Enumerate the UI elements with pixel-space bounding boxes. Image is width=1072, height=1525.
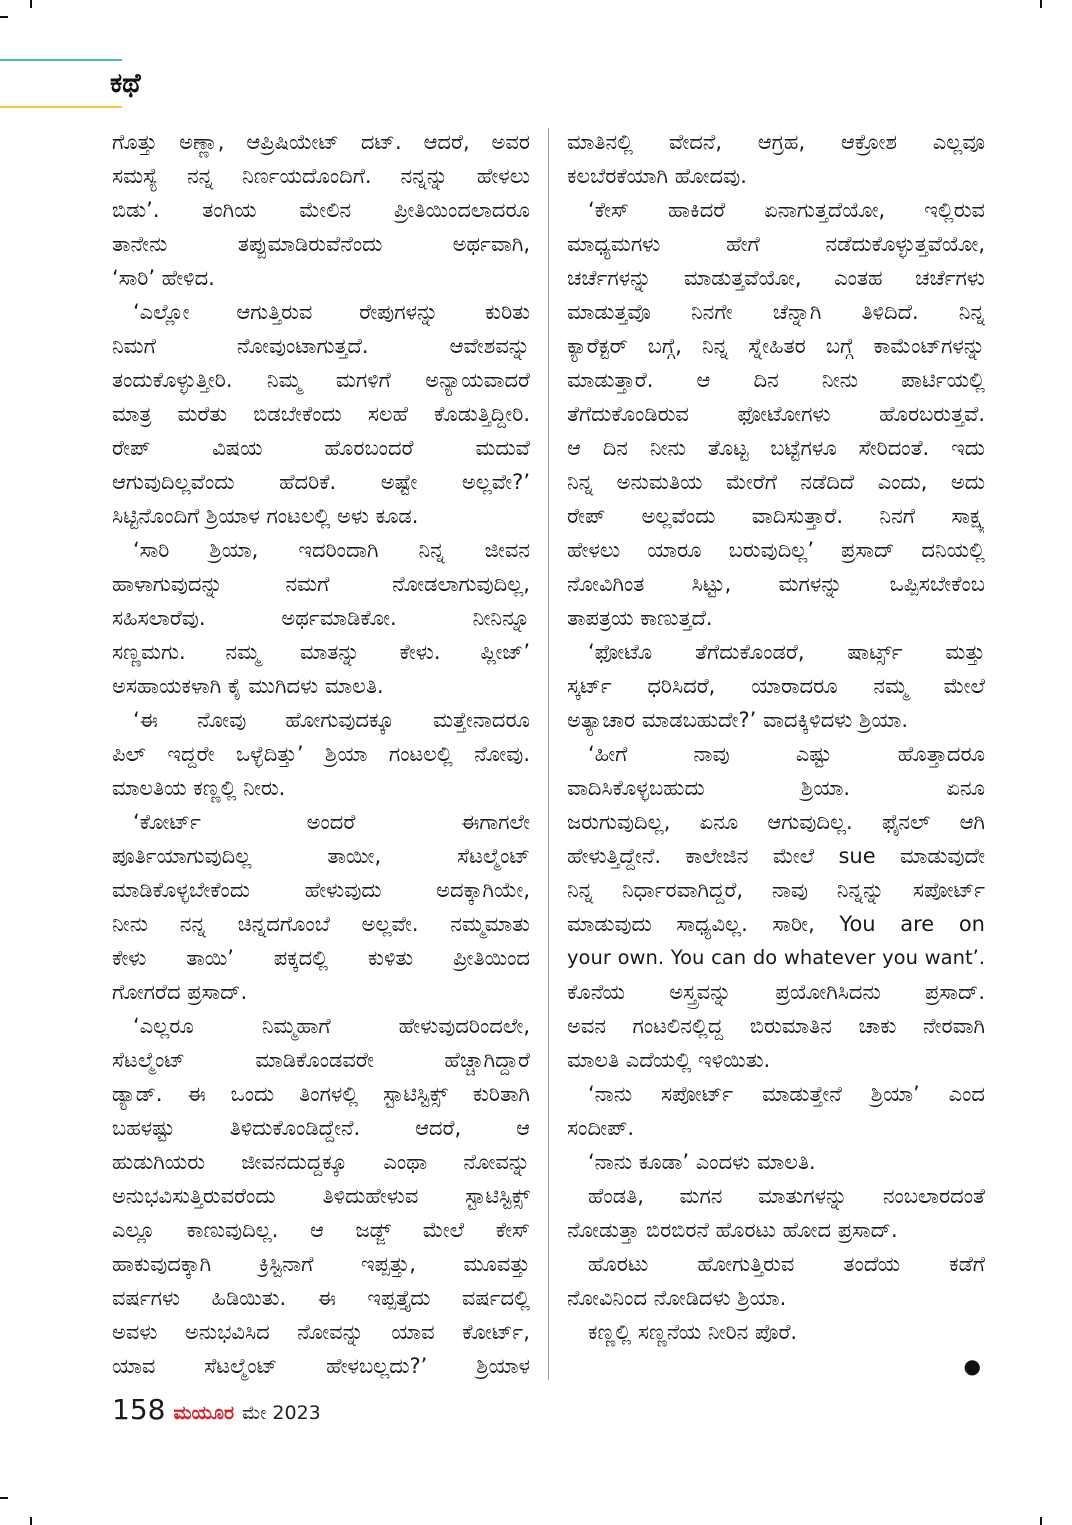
- text-line: ನಿನ್ನ ಅನುಮತಿಯ ಮೇರೆಗೆ ನಡೆದಿದೆ ಎಂದು, ಅದು: [567, 470, 985, 494]
- text-line: ಹೇಳುತ್ತಿದ್ದೇನೆ. ಕಾಲೇಜಿನ ಮೇಲೆ sue ಮಾಡುವುದೇ: [567, 844, 985, 868]
- text-line: ಸಮಸ್ಯೆ ನನ್ನ ನಿರ್ಣಯದೊಂದಿಗೆ. ನನ್ನನ್ನು ಹೇಳಲು: [112, 164, 530, 188]
- text-line: ‘ನಾನು ಕೂಡಾ’ ಎಂದಳು ಮಾಲತಿ.: [588, 1150, 816, 1174]
- text-line: ‘ಕೇಸ್ ಹಾಕಿದರೆ ಏನಾಗುತ್ತದೆಯೋ, ಇಲ್ಲಿರುವ: [588, 198, 985, 222]
- text-line: ನೋವಿಗಿಂತ ಸಿಟ್ಟು, ಮಗಳನ್ನು ಒಪ್ಪಿಸಬೇಕೆಂಬ: [567, 572, 985, 596]
- text-line: ಕಲಬೆರಕೆಯಾಗಿ ಹೋದವು.: [567, 164, 747, 188]
- text-line: ಮಾಡುತ್ತಾರೆ. ಆ ದಿನ ನೀನು ಪಾರ್ಟಿಯಲ್ಲಿ: [567, 368, 985, 392]
- text-line: ಕ್ಯಾರೆಕ್ಟರ್ ಬಗ್ಗೆ, ನಿನ್ನ ಸ್ನೇಹಿತರ ಬಗ್ಗೆ ಕಾಮೆಂಟ್‌ಗಳನ್ನು: [567, 334, 985, 358]
- text-line: ನೀನು ನನ್ನ ಚಿನ್ನದಗೊಂಬೆ ಅಲ್ಲವೇ. ನಮ್ಮಮಾತು: [112, 912, 530, 936]
- text-line: ‘ಹೀಗೆ ನಾವು ಎಷ್ಟು ಹೊತ್ತಾದರೂ: [588, 742, 985, 766]
- crop-mark: [0, 16, 8, 18]
- crop-mark: [30, 0, 32, 8]
- section-rule-top: [0, 59, 122, 61]
- text-line: ಮಾಲತಿ ಎದೆಯಲ್ಲಿ ಇಳಿಯಿತು.: [567, 1048, 771, 1072]
- text-line: ಸೆಟಲ್ಮೆಂಟ್ ಮಾಡಿಕೊಂಡವರೇ ಹೆಚ್ಚಾಗಿದ್ದಾರೆ: [112, 1048, 530, 1072]
- paragraph: [567, 1145, 985, 1179]
- text-line: ಅನುಭವಿಸುತ್ತಿರುವರೆಂದು ತಿಳಿದುಹೇಳುವ ಸ್ಟಾಟಿಸ್ಟಿಕ್ಸ್: [112, 1184, 530, 1208]
- paragraph: [567, 737, 985, 1077]
- crop-mark: [30, 1517, 32, 1525]
- text-line: ಮಾಡಿಕೊಳ್ಳಬೇಕೆಂದು ಹೇಳುವುದು ಅದಕ್ಕಾಗಿಯೇ,: [112, 878, 530, 902]
- text-line: ಸಹಿಸಲಾರೆವು. ಅರ್ಥಮಾಡಿಕೋ. ನೀನಿನ್ನೂ: [112, 606, 530, 630]
- section-title: ಕಥೆ: [110, 68, 141, 99]
- paragraph: [567, 125, 985, 193]
- text-line: ತಂದುಕೊಳ್ಳುತ್ತೀರಿ. ನಿಮ್ಮ ಮಗಳಿಗೆ ಅನ್ಯಾಯವಾದರೆ: [112, 368, 530, 392]
- text-line: ಹೊರಟು ಹೋಗುತ್ತಿರುವ ತಂದೆಯ ಕಡೆಗೆ: [588, 1252, 985, 1276]
- text-line: ಮಾತ್ರ ಮರೆತು ಬಿಡಬೇಕೆಂದು ಸಲಹೆ ಕೊಡುತ್ತಿದ್ದೀರಿ.: [112, 402, 530, 426]
- text-line: ಹೇಳಲು ಯಾರೂ ಬರುವುದಿಲ್ಲ’ ಪ್ರಸಾದ್ ದನಿಯಲ್ಲಿ: [567, 538, 985, 562]
- issue-date: ಮೇ 2023: [242, 1402, 321, 1424]
- crop-mark: [0, 1497, 8, 1499]
- section-rule-bottom: [0, 106, 122, 108]
- paragraph: [112, 1009, 530, 1383]
- text-line: ಹಾಳಾಗುವುದನ್ನು ನಮಗೆ ನೋಡಲಾಗುವುದಿಲ್ಲ,: [112, 572, 530, 596]
- text-line: ವರ್ಷಗಳು ಹಿಡಿಯಿತು. ಈ ಇಪ್ಪತ್ತೈದು ವರ್ಷದಲ್ಲಿ: [112, 1286, 530, 1310]
- text-line: ರೇಪ್ ಅಲ್ಲವೆಂದು ವಾದಿಸುತ್ತಾರೆ. ನಿನಗೆ ಸಾಕ್ಷ್ಯ: [567, 504, 985, 528]
- paragraph: [567, 1315, 985, 1349]
- text-line: ಸಣ್ಣಮಗು. ನಮ್ಮ ಮಾತನ್ನು ಕೇಳು. ಪ್ಲೀಜ್’: [112, 640, 530, 664]
- paragraph: [567, 635, 985, 737]
- text-line: ಮಾಲತಿಯ ಕಣ್ಣಲ್ಲಿ ನೀರು.: [112, 776, 286, 800]
- paragraph: [112, 295, 530, 533]
- text-line: ಅಸಹಾಯಕಳಾಗಿ ಕೈ ಮುಗಿದಳು ಮಾಲತಿ.: [112, 674, 384, 698]
- text-line: ‘ಎಲ್ಲೋ ಆಗುತ್ತಿರುವ ರೇಪುಗಳನ್ನು ಕುರಿತು: [133, 300, 530, 324]
- text-line: ಡ್ಯಾಡ್. ಈ ಒಂದು ತಿಂಗಳಲ್ಲಿ ಸ್ಟಾಟಿಸ್ಟಿಕ್ಸ್ ಕುರಿತಾಗಿ: [112, 1082, 530, 1106]
- crop-mark: [1040, 1517, 1042, 1525]
- text-line: ಆ ದಿನ ನೀನು ತೊಟ್ಟ ಬಟ್ಟೆಗಳೂ ಸೇರಿದಂತೆ. ಇದು: [567, 436, 985, 460]
- text-line: ಎಲ್ಲೂ ಕಾಣುವುದಿಲ್ಲ. ಆ ಜಡ್ಜ್ ಮೇಲೆ ಕೇಸ್: [112, 1218, 530, 1242]
- text-line: ಮಾಧ್ಯಮಗಳು ಹೇಗೆ ನಡೆದುಕೊಳ್ಳುತ್ತವೆಯೋ,: [567, 232, 985, 256]
- text-line: ‘ಈ ನೋವು ಹೋಗುವುದಕ್ಕೂ ಮತ್ತೇನಾದರೂ: [133, 708, 530, 732]
- text-line: ನೋಡುತ್ತಾ ಬಿರಬಿರನೆ ಹೊರಟು ಹೋದ ಪ್ರಸಾದ್.: [567, 1218, 898, 1242]
- text-line: ಮಾಡುವುದು ಸಾಧ್ಯವಿಲ್ಲ. ಸಾರೀ, You are on: [567, 912, 985, 936]
- text-line: ಹೆಂಡತಿ, ಮಗನ ಮಾತುಗಳನ್ನು ನಂಬಲಾರದಂತೆ: [588, 1184, 985, 1208]
- text-line: ನಿನ್ನ ನಿರ್ಧಾರವಾಗಿದ್ದರೆ, ನಾವು ನಿನ್ನನ್ನು ಸಪೋರ್ಟ್: [567, 878, 985, 902]
- text-line: ಅವಳು ಅನುಭವಿಸಿದ ನೋವನ್ನು ಯಾವ ಕೋರ್ಟ್,: [112, 1320, 530, 1344]
- text-line: ಅತ್ಯಾಚಾರ ಮಾಡಬಹುದೇ?’ ವಾದಕ್ಕಿಳಿದಳು ಶ್ರಿಯಾ.: [567, 708, 909, 732]
- end-of-story-mark: ●: [963, 1354, 981, 1378]
- text-line: ಗೋಗರೆದ ಪ್ರಸಾದ್.: [112, 980, 248, 1004]
- text-line: ಚರ್ಚೆಗಳನ್ನು ಮಾಡುತ್ತವೆಯೋ, ಎಂತಹ ಚರ್ಚೆಗಳು: [567, 266, 985, 290]
- text-line: ಬಿಡು’. ತಂಗಿಯ ಮೇಲಿನ ಪ್ರೀತಿಯಿಂದಲಾದರೂ: [112, 198, 530, 222]
- text-line: ಬಹಳಷ್ಟು ತಿಳಿದುಕೊಂಡಿದ್ದೇನೆ. ಆದರೆ, ಆ: [112, 1116, 530, 1140]
- crop-mark: [1040, 0, 1042, 8]
- text-line: ಹಾಕುವುದಕ್ಕಾಗಿ ಕ್ರಿಸ್ಟಿನಾಗೆ ಇಪ್ಪತ್ತು, ಮೂವತ್ತು: [112, 1252, 530, 1276]
- text-line: ‘ಸಾರಿ’ ಹೇಳಿದ.: [112, 266, 215, 290]
- text-line: ರೇಪ್ ವಿಷಯ ಹೊರಬಂದರೆ ಮದುವೆ: [112, 436, 530, 460]
- text-line: ‘ಎಲ್ಲರೂ ನಿಮ್ಮಹಾಗೆ ಹೇಳುವುದರಿಂದಲೇ,: [133, 1014, 530, 1038]
- text-line: ಕಣ್ಣಲ್ಲಿ ಸಣ್ಣನೆಯ ನೀರಿನ ಪೊರೆ.: [588, 1320, 798, 1344]
- text-line: ಸ್ಕರ್ಟ್ ಧರಿಸಿದರೆ, ಯಾರಾದರೂ ನಮ್ಮ ಮೇಲೆ: [567, 674, 985, 698]
- magazine-logo: ಮಯೂರ: [173, 1402, 235, 1424]
- text-line: ಗೊತ್ತು ಅಣ್ಣಾ, ಆಪ್ರಿಷಿಯೇಟ್ ದಟ್. ಆದರೆ, ಅವರ: [112, 130, 530, 154]
- text-line: ಅವನ ಗಂಟಲಿನಲ್ಲಿದ್ದ ಬಿರುಮಾತಿನ ಚಾಕು ನೇರವಾಗಿ: [567, 1014, 985, 1038]
- column-divider: [548, 128, 549, 1380]
- left-column-text: [112, 125, 530, 1383]
- text-line: ಮಾಡುತ್ತವೊ ನಿನಗೇ ಚೆನ್ನಾಗಿ ತಿಳಿದಿದೆ. ನಿನ್ನ: [567, 300, 985, 324]
- text-line: ಕೇಳು ತಾಯಿ’ ಪಕ್ಕದಲ್ಲಿ ಕುಳಿತು ಪ್ರೀತಿಯಿಂದ: [112, 946, 530, 970]
- text-line: ಯಾವ ಸೆಟಲ್ಮೆಂಟ್ ಹೇಳಬಲ್ಲದು?’ ಶ್ರಿಯಾಳ: [112, 1354, 530, 1378]
- text-line: ಜರುಗುವುದಿಲ್ಲ, ಏನೂ ಆಗುವುದಿಲ್ಲ. ಫೈನಲ್ ಆಗಿ: [567, 810, 985, 834]
- paragraph: [112, 125, 530, 295]
- paragraph: [567, 1179, 985, 1247]
- text-line: ಮಾತಿನಲ್ಲಿ ವೇದನೆ, ಆಗ್ರಹ, ಆಕ್ರೋಶ ಎಲ್ಲವೂ: [567, 130, 985, 154]
- text-line: ಪಿಲ್ ಇದ್ದರೇ ಒಳ್ಳೆದಿತ್ತು’ ಶ್ರಿಯಾ ಗಂಟಲಲ್ಲಿ ನೋವು.: [112, 742, 530, 766]
- text-line: ತಾಪತ್ರಯ ಕಾಣುತ್ತದೆ.: [567, 606, 713, 630]
- text-line: ನಿಮಗೆ ನೋವುಂಟಾಗುತ್ತದೆ. ಆವೇಶವನ್ನು: [112, 334, 530, 358]
- text-line: ‘ಫೋಟೊ ತೆಗೆದುಕೊಂಡರೆ, ಷಾರ್ಟ್ಸ್ ಮತ್ತು: [588, 640, 985, 664]
- text-line: ನೋವಿನಿಂದ ನೋಡಿದಳು ಶ್ರಿಯಾ.: [567, 1286, 787, 1310]
- text-line: ‘ನಾನು ಸಪೋರ್ಟ್ ಮಾಡುತ್ತೇನೆ ಶ್ರಿಯಾ’ ಎಂದ: [588, 1082, 985, 1106]
- paragraph: [567, 1247, 985, 1315]
- text-line: ವಾದಿಸಿಕೊಳ್ಳಬಹುದು ಶ್ರಿಯಾ. ಏನೂ: [567, 776, 985, 800]
- text-line: ಸಿಟ್ಟಿನೊಂದಿಗೆ ಶ್ರಿಯಾಳ ಗಂಟಲಲ್ಲಿ ಅಳು ಕೂಡ.: [112, 504, 419, 528]
- text-line: ತೆಗೆದುಕೊಂಡಿರುವ ಫೋಟೋಗಳು ಹೊರಬರುತ್ತವೆ.: [567, 402, 985, 426]
- text-line: your own. You can do whatever you want’.: [567, 946, 985, 969]
- paragraph: [567, 1077, 985, 1145]
- left-column: [112, 125, 530, 1383]
- right-column: [567, 125, 985, 1383]
- text-line: ಕೊನೆಯ ಅಸ್ತ್ರವನ್ನು ಪ್ರಯೋಗಿಸಿದನು ಪ್ರಸಾದ್.: [567, 980, 985, 1004]
- paragraph: [112, 703, 530, 805]
- text-line: ಆಗುವುದಿಲ್ಲವೆಂದು ಹೆದರಿಕೆ. ಅಷ್ಟೇ ಅಲ್ಲವೇ?’: [112, 470, 530, 494]
- paragraph: [112, 533, 530, 703]
- text-line: ಸಂದೀಪ್.: [567, 1116, 635, 1140]
- text-line: ತಾನೇನು ತಪ್ಪುಮಾಡಿರುವೆನೆಂದು ಅರ್ಥವಾಗಿ,: [112, 232, 530, 256]
- paragraph: [112, 805, 530, 1009]
- text-line: ಪೂರ್ತಿಯಾಗುವುದಿಲ್ಲ ತಾಯೀ, ಸೆಟಲ್ಮೆಂಟ್: [112, 844, 530, 868]
- paragraph: [567, 193, 985, 635]
- text-line: ಹುಡುಗಿಯರು ಜೀವನದುದ್ದಕ್ಕೂ ಎಂಥಾ ನೋವನ್ನು: [112, 1150, 530, 1174]
- page-footer: [112, 1392, 321, 1428]
- text-line: ‘ಸಾರಿ ಶ್ರಿಯಾ, ಇದರಿಂದಾಗಿ ನಿನ್ನ ಜೀವನ: [133, 538, 530, 562]
- page-number: 158: [112, 1393, 166, 1426]
- text-line: ‘ಕೋರ್ಟ್ ಅಂದರೆ ಈಗಾಗಲೇ: [133, 810, 530, 834]
- right-column-text: [567, 125, 985, 1349]
